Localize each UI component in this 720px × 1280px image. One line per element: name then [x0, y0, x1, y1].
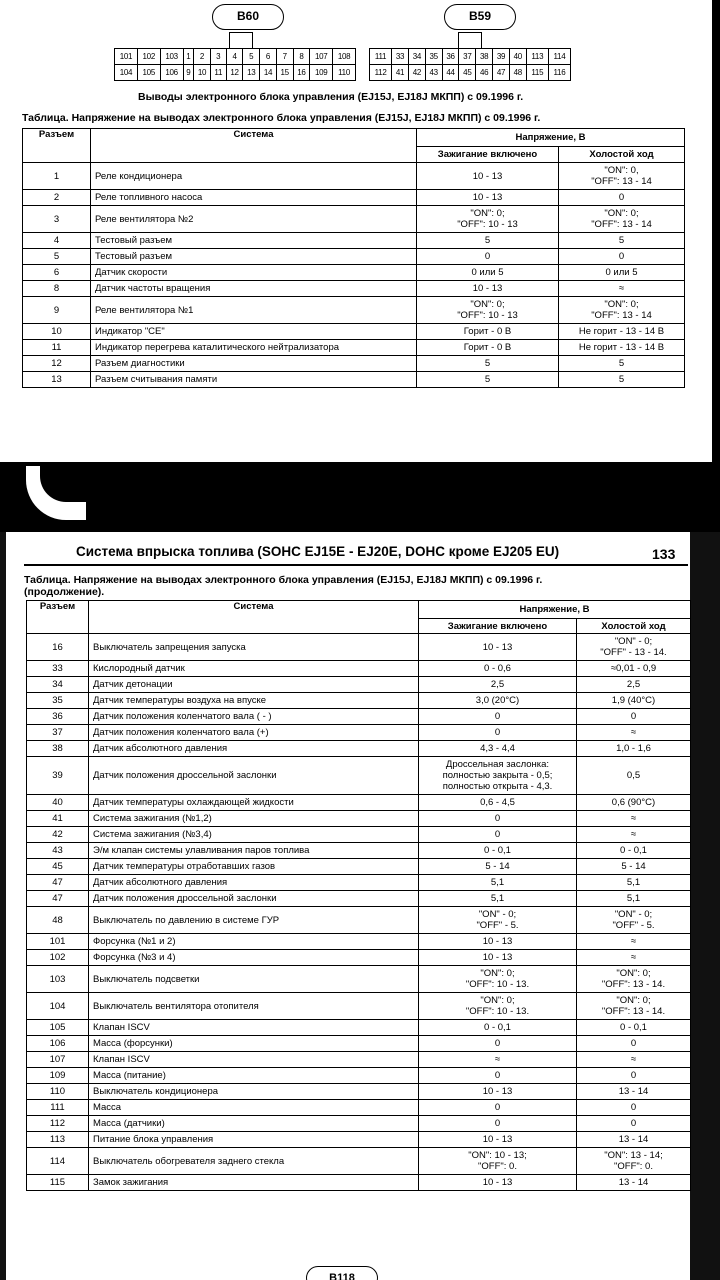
pin-cell: 38	[27, 741, 89, 757]
page-bottom	[6, 532, 690, 1280]
table-row	[23, 356, 685, 372]
pin-cell: 115	[526, 65, 548, 81]
pin-cell: 39	[493, 49, 510, 65]
idle-cell: "ON": 13 - 14; "OFF": 0.	[577, 1148, 691, 1175]
table-row	[23, 206, 685, 233]
table-row	[27, 1148, 691, 1175]
system-cell: Датчик положения дроссельной заслонки	[89, 757, 419, 795]
system-cell: Выключатель обогревателя заднего стекла	[89, 1148, 419, 1175]
ignition-on-cell: 10 - 13	[419, 634, 577, 661]
idle-cell: 0	[577, 1100, 691, 1116]
page-edge-shadow	[712, 0, 720, 462]
pin-cell: 1	[23, 163, 91, 190]
voltage-table-2	[26, 600, 691, 1191]
table-row	[27, 1132, 691, 1148]
ignition-on-cell: 0	[419, 1100, 577, 1116]
pin-cell: 16	[27, 634, 89, 661]
table-row	[23, 163, 685, 190]
table-row	[23, 324, 685, 340]
connector-b59-key	[458, 32, 482, 48]
pin-cell: 35	[425, 49, 442, 65]
ignition-on-cell: 10 - 13	[419, 950, 577, 966]
pin-cell: 12	[23, 356, 91, 372]
ignition-on-cell: 0 - 0,1	[419, 843, 577, 859]
connector-caption: Выводы электронного блока управления (EJ15J, EJ18J МКПП) с 09.1996 г.	[138, 91, 524, 103]
system-cell: Индикатор "CE"	[91, 324, 417, 340]
pin-cell: 34	[27, 677, 89, 693]
table-row	[27, 757, 691, 795]
pin-cell: 14	[260, 65, 277, 81]
system-cell: Датчик положения коленчатого вала (+)	[89, 725, 419, 741]
pin-cell: 107	[310, 49, 333, 65]
idle-cell: 0 - 0,1	[577, 843, 691, 859]
system-cell: Масса	[89, 1100, 419, 1116]
page-top	[0, 0, 720, 462]
idle-cell: 0	[559, 249, 685, 265]
system-cell: Масса (датчики)	[89, 1116, 419, 1132]
table-row	[27, 1036, 691, 1052]
ignition-on-cell: 0 - 0,6	[419, 661, 577, 677]
section-header: Система впрыска топлива (SOHC EJ15E - EJ20E, DOHC кроме EJ205 EU)	[76, 544, 560, 559]
pin-cell: 36	[27, 709, 89, 725]
ignition-on-cell: "ON": 0; "OFF": 10 - 13.	[419, 993, 577, 1020]
table-row	[27, 811, 691, 827]
pin-cell: 11	[23, 340, 91, 356]
pin-cell: 101	[27, 934, 89, 950]
connector-b60-pin-grid	[114, 48, 356, 81]
table-row	[27, 741, 691, 757]
pin-cell: 3	[23, 206, 91, 233]
ignition-on-cell: 5 - 14	[419, 859, 577, 875]
table-row	[27, 725, 691, 741]
ignition-on-cell: 10 - 13	[417, 163, 559, 190]
idle-cell: 1,9 (40°C)	[577, 693, 691, 709]
ignition-on-cell: 10 - 13	[417, 281, 559, 297]
connector-b59-tag: B59	[444, 4, 516, 30]
system-cell: Датчик положения коленчатого вала ( - )	[89, 709, 419, 725]
table-row	[27, 843, 691, 859]
system-cell: Датчик скорости	[91, 265, 417, 281]
pin-cell: 111	[27, 1100, 89, 1116]
system-cell: Тестовый разъем	[91, 233, 417, 249]
idle-cell: 2,5	[577, 677, 691, 693]
pin-cell: 109	[27, 1068, 89, 1084]
pin-cell: 3	[210, 49, 226, 65]
header-connector: Разъем	[27, 601, 89, 634]
system-cell: Выключатель запрещения запуска	[89, 634, 419, 661]
ignition-on-cell: 0	[417, 249, 559, 265]
ignition-on-cell: "ON": 0; "OFF": 10 - 13	[417, 206, 559, 233]
pin-cell: 41	[392, 65, 409, 81]
pin-cell: 1	[183, 49, 194, 65]
header-connector: Разъем	[23, 129, 91, 163]
pin-cell: 37	[27, 725, 89, 741]
pin-cell: 40	[27, 795, 89, 811]
pin-cell: 11	[210, 65, 226, 81]
idle-cell: 0	[559, 190, 685, 206]
ignition-on-cell: Горит - 0 В	[417, 324, 559, 340]
pin-cell: 102	[27, 950, 89, 966]
ignition-on-cell: Горит - 0 В	[417, 340, 559, 356]
pin-cell: 8	[23, 281, 91, 297]
pin-cell: 5	[23, 249, 91, 265]
system-cell: Клапан ISCV	[89, 1020, 419, 1036]
pin-cell: 41	[27, 811, 89, 827]
system-cell: Индикатор перегрева каталитического нейтрализатора	[91, 340, 417, 356]
pin-cell: 112	[27, 1116, 89, 1132]
pin-cell: 115	[27, 1175, 89, 1191]
system-cell: Датчик абсолютного давления	[89, 875, 419, 891]
table2-title: Таблица. Напряжение на выводах электронного блока управления (EJ15J, EJ18J МКПП) с 09.1996 г.	[24, 574, 543, 586]
pin-cell: 33	[392, 49, 409, 65]
system-cell: Реле кондиционера	[91, 163, 417, 190]
table-row	[27, 1052, 691, 1068]
pin-cell: 37	[459, 49, 476, 65]
pin-cell: 35	[27, 693, 89, 709]
table-row	[27, 634, 691, 661]
table-row	[27, 950, 691, 966]
header-idle: Холостой ход	[559, 147, 685, 163]
table-row	[27, 859, 691, 875]
pin-cell: 4	[226, 49, 243, 65]
system-cell: Форсунка (№3 и 4)	[89, 950, 419, 966]
idle-cell: "ON": 0; "OFF": 13 - 14.	[577, 993, 691, 1020]
page-edge-right	[690, 532, 720, 1280]
ignition-on-cell: 0 или 5	[417, 265, 559, 281]
table-row	[23, 340, 685, 356]
pin-cell: 114	[548, 49, 570, 65]
idle-cell: "ON": 0; "OFF": 13 - 14.	[577, 966, 691, 993]
pin-cell: 8	[293, 49, 310, 65]
pin-cell: 9	[183, 65, 194, 81]
table-row	[27, 1084, 691, 1100]
ignition-on-cell: 5	[417, 233, 559, 249]
idle-cell: 13 - 14	[577, 1132, 691, 1148]
idle-cell: 13 - 14	[577, 1084, 691, 1100]
idle-cell: Не горит - 13 - 14 В	[559, 324, 685, 340]
table-row	[27, 1068, 691, 1084]
pin-cell: 13	[23, 372, 91, 388]
ignition-on-cell: 10 - 13	[417, 190, 559, 206]
table-row	[23, 297, 685, 324]
idle-cell: ≈	[577, 950, 691, 966]
ignition-on-cell: "ON": 0; "OFF": 10 - 13	[417, 297, 559, 324]
pin-cell: 47	[493, 65, 510, 81]
system-cell: Кислородный датчик	[89, 661, 419, 677]
pin-cell: 33	[27, 661, 89, 677]
idle-cell: 0	[577, 1116, 691, 1132]
table-row	[27, 993, 691, 1020]
pin-cell: 7	[276, 49, 293, 65]
header-voltage: Напряжение, В	[419, 601, 691, 619]
pin-cell: 113	[526, 49, 548, 65]
ignition-on-cell: 2,5	[419, 677, 577, 693]
idle-cell: 0,5	[577, 757, 691, 795]
ignition-on-cell: 5,1	[419, 875, 577, 891]
pin-cell: 2	[23, 190, 91, 206]
idle-cell: "ON": 0; "OFF": 13 - 14	[559, 297, 685, 324]
ignition-on-cell: 0	[419, 1068, 577, 1084]
ignition-on-cell: "ON": 0; "OFF": 10 - 13.	[419, 966, 577, 993]
idle-cell: 0 или 5	[559, 265, 685, 281]
system-cell: Выключатель кондиционера	[89, 1084, 419, 1100]
system-cell: Реле вентилятора №1	[91, 297, 417, 324]
table-row	[27, 1116, 691, 1132]
system-cell: Разъем считывания памяти	[91, 372, 417, 388]
idle-cell: ≈	[577, 1052, 691, 1068]
system-cell: Разъем диагностики	[91, 356, 417, 372]
table-row	[27, 661, 691, 677]
pin-cell: 47	[27, 875, 89, 891]
pin-cell: 15	[276, 65, 293, 81]
idle-cell: 13 - 14	[577, 1175, 691, 1191]
idle-cell: 0,6 (90°C)	[577, 795, 691, 811]
ignition-on-cell: 0	[419, 1116, 577, 1132]
pin-cell: 10	[23, 324, 91, 340]
pin-cell: 113	[27, 1132, 89, 1148]
table-row	[23, 281, 685, 297]
pin-cell: 108	[333, 49, 356, 65]
idle-cell: "ON" - 0; "OFF" - 5.	[577, 907, 691, 934]
idle-cell: ≈	[559, 281, 685, 297]
ignition-on-cell: 0	[419, 709, 577, 725]
voltage-table-1	[22, 128, 685, 388]
system-cell: Масса (форсунки)	[89, 1036, 419, 1052]
ignition-on-cell: 3,0 (20°C)	[419, 693, 577, 709]
pin-cell: 42	[27, 827, 89, 843]
pin-cell: 43	[425, 65, 442, 81]
table-row	[27, 907, 691, 934]
pin-cell: 6	[23, 265, 91, 281]
table-row	[27, 875, 691, 891]
ignition-on-cell: 5	[417, 372, 559, 388]
ignition-on-cell: 0,6 - 4,5	[419, 795, 577, 811]
system-cell: Питание блока управления	[89, 1132, 419, 1148]
connector-b60-tag: B60	[212, 4, 284, 30]
pin-cell: 102	[137, 49, 160, 65]
header-idle: Холостой ход	[577, 619, 691, 634]
pin-cell: 109	[310, 65, 333, 81]
system-cell: Форсунка (№1 и 2)	[89, 934, 419, 950]
pin-cell: 40	[509, 49, 526, 65]
header-ignition-on: Зажигание включено	[417, 147, 559, 163]
pin-cell: 46	[476, 65, 493, 81]
table-row	[27, 966, 691, 993]
pin-cell: 116	[548, 65, 570, 81]
pin-cell: 101	[115, 49, 138, 65]
system-cell: Выключатель вентилятора отопителя	[89, 993, 419, 1020]
system-cell: Э/м клапан системы улавливания паров топлива	[89, 843, 419, 859]
table-row	[27, 1100, 691, 1116]
table-row	[27, 693, 691, 709]
idle-cell: 5,1	[577, 891, 691, 907]
pin-cell: 103	[160, 49, 183, 65]
pin-cell: 103	[27, 966, 89, 993]
system-cell: Датчик абсолютного давления	[89, 741, 419, 757]
pin-cell: 106	[160, 65, 183, 81]
pin-cell: 110	[27, 1084, 89, 1100]
connector-b60-key	[229, 32, 253, 48]
pin-cell: 48	[509, 65, 526, 81]
idle-cell: 5	[559, 372, 685, 388]
pin-cell: 16	[293, 65, 310, 81]
table-row	[23, 190, 685, 206]
pin-cell: 34	[408, 49, 425, 65]
system-cell: Система зажигания (№1,2)	[89, 811, 419, 827]
pin-cell: 112	[370, 65, 392, 81]
ignition-on-cell: 0	[419, 725, 577, 741]
idle-cell: ≈	[577, 934, 691, 950]
idle-cell: ≈	[577, 811, 691, 827]
idle-cell: ≈0,01 - 0,9	[577, 661, 691, 677]
idle-cell: "ON" - 0; "OFF" - 13 - 14.	[577, 634, 691, 661]
system-cell: Датчик положения дроссельной заслонки	[89, 891, 419, 907]
idle-cell: ≈	[577, 827, 691, 843]
system-cell: Выключатель подсветки	[89, 966, 419, 993]
connector-b118-tag: B118	[306, 1266, 378, 1280]
system-cell: Датчик частоты вращения	[91, 281, 417, 297]
pin-cell: 107	[27, 1052, 89, 1068]
pin-cell: 2	[194, 49, 211, 65]
idle-cell: 0	[577, 1068, 691, 1084]
system-cell: Клапан ISCV	[89, 1052, 419, 1068]
header-voltage: Напряжение, В	[417, 129, 685, 147]
idle-cell: 0 - 0,1	[577, 1020, 691, 1036]
idle-cell: "ON": 0; "OFF": 13 - 14	[559, 206, 685, 233]
page-gap-band	[0, 462, 720, 532]
table-row	[27, 1020, 691, 1036]
pin-cell: 45	[27, 859, 89, 875]
system-cell: Датчик температуры отработавших газов	[89, 859, 419, 875]
pin-cell: 5	[243, 49, 260, 65]
system-cell: Тестовый разъем	[91, 249, 417, 265]
ignition-on-cell: 0	[419, 827, 577, 843]
ignition-on-cell: 10 - 13	[419, 1175, 577, 1191]
table-row	[27, 709, 691, 725]
pin-cell: 10	[194, 65, 211, 81]
ignition-on-cell: 10 - 13	[419, 934, 577, 950]
idle-cell: 5	[559, 233, 685, 249]
ignition-on-cell: "ON": 10 - 13; "OFF": 0.	[419, 1148, 577, 1175]
pin-cell: 38	[476, 49, 493, 65]
pin-cell: 43	[27, 843, 89, 859]
header-system: Система	[89, 601, 419, 634]
idle-cell: Не горит - 13 - 14 В	[559, 340, 685, 356]
idle-cell: ≈	[577, 725, 691, 741]
idle-cell: 0	[577, 1036, 691, 1052]
header-ignition-on: Зажигание включено	[419, 619, 577, 634]
table-row	[23, 249, 685, 265]
idle-cell: 5	[559, 356, 685, 372]
header-rule	[24, 564, 688, 566]
pin-cell: 39	[27, 757, 89, 795]
connector-b59-pin-grid	[369, 48, 571, 81]
system-cell: Выключатель по давлению в системе ГУР	[89, 907, 419, 934]
idle-cell: 5,1	[577, 875, 691, 891]
table-row	[27, 827, 691, 843]
pin-cell: 104	[27, 993, 89, 1020]
pin-cell: 114	[27, 1148, 89, 1175]
ignition-on-cell: 10 - 13	[419, 1132, 577, 1148]
table-row	[23, 265, 685, 281]
table-row	[27, 934, 691, 950]
table-row	[23, 233, 685, 249]
pin-cell: 111	[370, 49, 392, 65]
pin-cell: 106	[27, 1036, 89, 1052]
pin-cell: 4	[23, 233, 91, 249]
table1-title: Таблица. Напряжение на выводах электронного блока управления (EJ15J, EJ18J МКПП) с 09.1996 г.	[22, 112, 541, 124]
idle-cell: "ON": 0, "OFF": 13 - 14	[559, 163, 685, 190]
pin-cell: 47	[27, 891, 89, 907]
ignition-on-cell: 10 - 13	[419, 1084, 577, 1100]
pin-cell: 110	[333, 65, 356, 81]
idle-cell: 0	[577, 709, 691, 725]
system-cell: Датчик температуры охлаждающей жидкости	[89, 795, 419, 811]
ignition-on-cell: 0	[419, 811, 577, 827]
table-row	[27, 677, 691, 693]
table-row	[27, 1175, 691, 1191]
pin-cell: 44	[442, 65, 459, 81]
ignition-on-cell: ≈	[419, 1052, 577, 1068]
pin-cell: 104	[115, 65, 138, 81]
system-cell: Реле вентилятора №2	[91, 206, 417, 233]
pin-cell: 6	[260, 49, 277, 65]
ignition-on-cell: 5	[417, 356, 559, 372]
ignition-on-cell: Дроссельная заслонка: полностью закрыта - 0,5; полностью открыта - 4,3.	[419, 757, 577, 795]
table-row	[23, 372, 685, 388]
ignition-on-cell: 5,1	[419, 891, 577, 907]
pin-cell: 105	[137, 65, 160, 81]
system-cell: Замок зажигания	[89, 1175, 419, 1191]
system-cell: Реле топливного насоса	[91, 190, 417, 206]
pin-cell: 36	[442, 49, 459, 65]
idle-cell: 5 - 14	[577, 859, 691, 875]
idle-cell: 1,0 - 1,6	[577, 741, 691, 757]
table-row	[27, 795, 691, 811]
pin-cell: 13	[243, 65, 260, 81]
system-cell: Датчик температуры воздуха на впуске	[89, 693, 419, 709]
pin-cell: 42	[408, 65, 425, 81]
pin-cell: 9	[23, 297, 91, 324]
pin-cell: 105	[27, 1020, 89, 1036]
page-number: 133	[652, 546, 676, 562]
table-row	[27, 891, 691, 907]
pin-cell: 45	[459, 65, 476, 81]
ignition-on-cell: 4,3 - 4,4	[419, 741, 577, 757]
table2-title-cont: (продолжение).	[24, 586, 105, 598]
header-system: Система	[91, 129, 417, 163]
ignition-on-cell: 0 - 0,1	[419, 1020, 577, 1036]
system-cell: Масса (питание)	[89, 1068, 419, 1084]
ignition-on-cell: "ON" - 0; "OFF" - 5.	[419, 907, 577, 934]
system-cell: Датчик детонации	[89, 677, 419, 693]
ignition-on-cell: 0	[419, 1036, 577, 1052]
pin-cell: 12	[226, 65, 243, 81]
pin-cell: 48	[27, 907, 89, 934]
system-cell: Система зажигания (№3,4)	[89, 827, 419, 843]
